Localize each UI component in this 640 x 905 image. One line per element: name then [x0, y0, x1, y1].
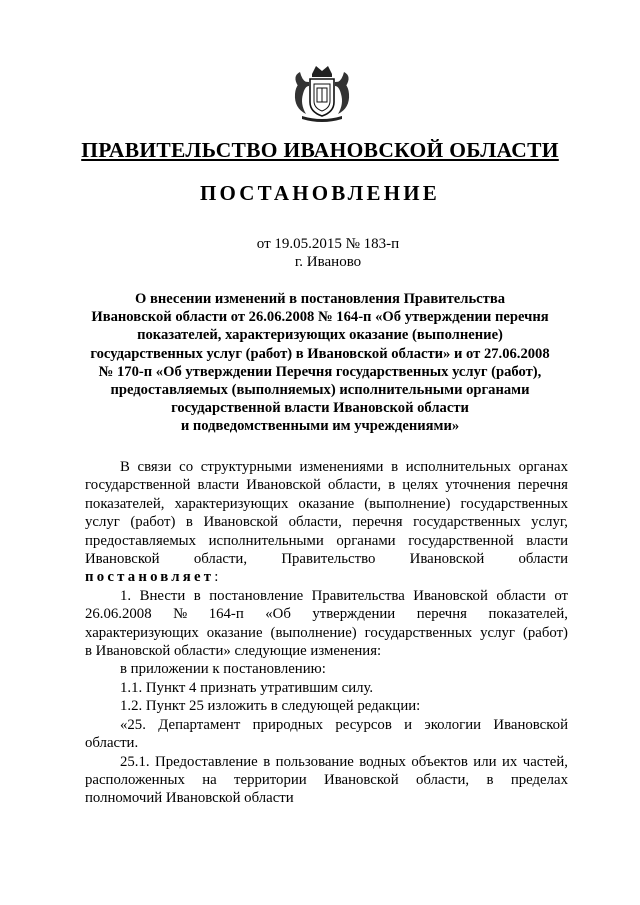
government-name: ПРАВИТЕЛЬСТВО ИВАНОВСКОЙ ОБЛАСТИ	[81, 138, 559, 162]
title-line: О внесении изменений в постановления Правительства	[134, 291, 506, 307]
word: №	[173, 606, 188, 623]
body-line: «25. Департамент природных ресурсов и экологии Ивановской	[120, 716, 568, 733]
title-line: предоставляемых (выполняемых) исполнительными органами	[110, 382, 530, 399]
word: области,	[193, 551, 248, 568]
document-type: ПОСТАНОВЛЕНИЕ	[199, 181, 441, 205]
body-line: 1. Внести в постановление Правительства Ивановской области от	[120, 587, 568, 604]
word: в	[486, 771, 494, 788]
word: 26.06.2008	[85, 606, 152, 623]
body-line: В связи со структурными изменениями в исполнительных органах	[120, 459, 568, 475]
word: Ивановской	[85, 551, 160, 568]
word: области	[518, 551, 568, 568]
word: Правительство	[281, 551, 376, 568]
title-line: № 170-п «Об утверждении Перечня государственных услуг (работ),	[98, 363, 542, 380]
title-line: Ивановской области от 26.06.2008 № 164-п «Об утверждении перечня	[91, 309, 549, 326]
body-line: 1.1. Пункт 4 признать утратившим силу.	[120, 679, 374, 696]
word: показателей,	[488, 606, 568, 623]
body-line: 25.1. Предоставление в пользование водных объектов или их частей,	[120, 753, 568, 770]
date-number: от 19.05.2015 № 183-п	[256, 236, 400, 252]
title-line: государственных услуг (работ) в Ивановской области» и от 27.06.2008	[90, 345, 550, 362]
title-line: и подведомственными им учреждениями»	[180, 418, 460, 435]
word: Ивановской	[409, 551, 485, 568]
body-line	[85, 605, 568, 623]
body-line: характеризующих оказание (выполнение) государственных услуг (работ)	[85, 624, 568, 641]
word: утверждении	[312, 606, 396, 623]
word: расположенных	[85, 771, 185, 788]
body-line: показателей, характеризующих оказание (выполнение) государственных	[85, 495, 568, 512]
word: перечня	[416, 606, 467, 623]
body-line: 1.2. Пункт 25 изложить в следующей редакции:	[120, 698, 421, 715]
body-line: в Ивановской области» следующие изменения:	[85, 643, 382, 660]
word: территории	[234, 771, 307, 788]
word: на	[202, 771, 217, 788]
title-line: государственной власти Ивановской области	[171, 400, 469, 417]
word: «Об	[265, 606, 291, 623]
body-line: полномочий Ивановской области	[85, 790, 294, 807]
word: Ивановской	[324, 771, 399, 788]
coat-of-arms-icon	[290, 64, 354, 124]
body-line: государственной власти Ивановской области, в целях уточнения перечня	[85, 477, 568, 494]
body-line	[85, 771, 568, 789]
title-line: показателей, характеризующих оказание (выполнение)	[137, 327, 503, 344]
decree-line	[85, 568, 568, 586]
body-line: области.	[85, 735, 139, 752]
word: области,	[415, 771, 470, 788]
decree-colon: :	[214, 569, 219, 586]
document-title	[64, 290, 576, 436]
decree-word: постановляет	[85, 569, 215, 586]
body-line	[85, 550, 568, 568]
document-body	[85, 458, 568, 808]
body-line: в приложении к постановлению:	[120, 661, 326, 678]
word: 164-п	[208, 606, 244, 623]
body-line: услуг (работ) в Ивановской области, перечня государственных услуг,	[85, 514, 568, 531]
city: г. Иваново	[294, 254, 362, 270]
body-line: предоставляемых исполнительными органами государственной власти	[85, 532, 568, 549]
word: пределах	[510, 771, 568, 788]
